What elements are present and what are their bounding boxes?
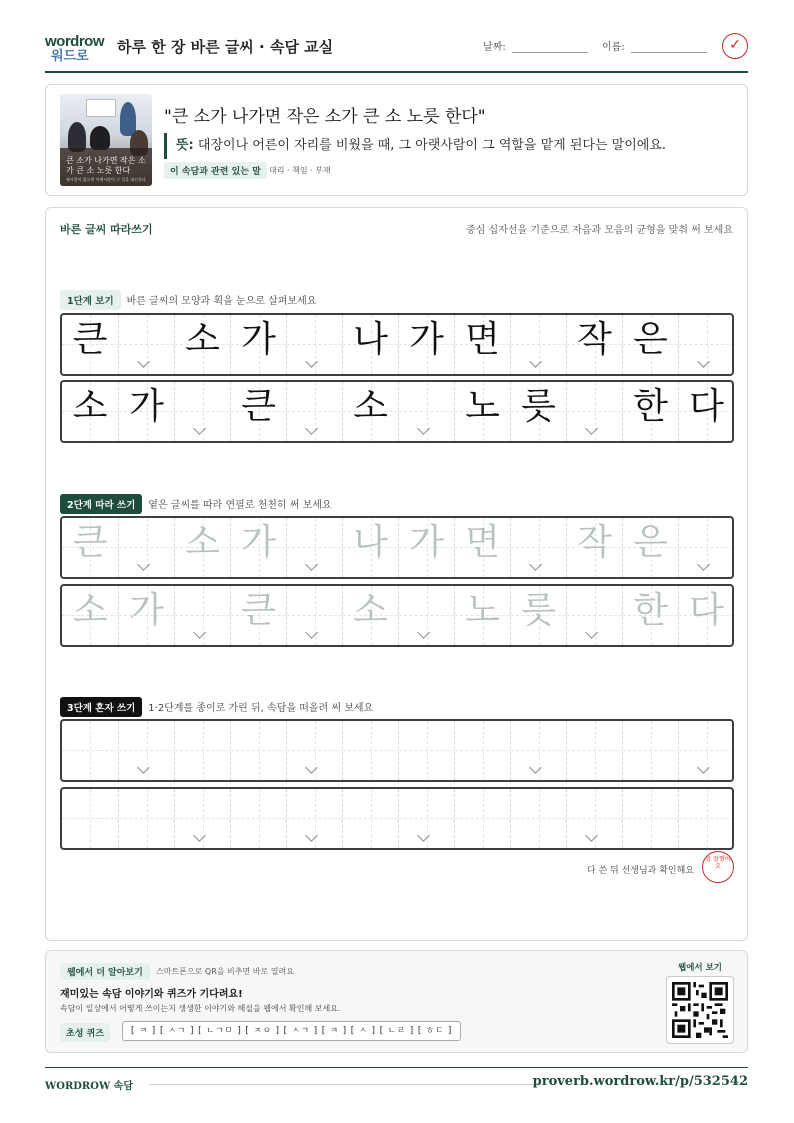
grid-cell[interactable] <box>398 789 454 848</box>
grid-cell[interactable] <box>118 518 174 577</box>
logo-bottom-text: 워드로 <box>51 49 89 64</box>
grid-cell[interactable] <box>622 789 678 848</box>
grid-cell[interactable] <box>398 586 454 645</box>
grid-character: 소 <box>72 590 108 631</box>
grid-cell[interactable] <box>566 721 622 780</box>
grid-character: 가 <box>241 522 276 563</box>
grid-character: 다 <box>689 386 724 427</box>
grid-cell[interactable] <box>566 518 622 577</box>
grid-character: 가 <box>241 319 276 360</box>
grid-character: 한 <box>633 386 668 427</box>
qr-code[interactable] <box>666 976 734 1044</box>
grid-character: 큰 <box>241 590 276 631</box>
grid-cell <box>230 315 286 374</box>
trace-row-2[interactable] <box>60 584 734 647</box>
footer-rule <box>150 1084 538 1085</box>
quiz-label: 초성 퀴즈 <box>60 1023 110 1042</box>
grid-cell <box>286 315 342 374</box>
grid-cell[interactable] <box>398 721 454 780</box>
grid-cell[interactable] <box>174 789 230 848</box>
grid-cell <box>622 382 678 441</box>
step2-tag: 2단계 따라 쓰기 <box>60 494 142 514</box>
grid-cell[interactable] <box>678 586 734 645</box>
grid-cell[interactable] <box>510 518 566 577</box>
check-stamp-icon: ✓ <box>722 33 748 59</box>
proverb-text: "큰 소가 나가면 작은 소가 큰 소 노릇 한다" <box>164 107 486 127</box>
space-mark-icon <box>697 357 709 369</box>
practice-section <box>45 207 748 941</box>
grid-cell[interactable] <box>286 586 342 645</box>
space-mark-icon <box>529 560 541 572</box>
write-row-1[interactable] <box>60 719 734 782</box>
page-header <box>45 28 748 73</box>
image-small-text: 윗사람이 없으면 아랫사람이 그 일을 대신한다 <box>66 177 146 182</box>
step3-tag: 3단계 혼자 쓰기 <box>60 697 142 717</box>
grid-cell[interactable] <box>286 789 342 848</box>
grid-cell[interactable] <box>510 721 566 780</box>
grid-cell <box>342 315 398 374</box>
meaning-text: 대장이나 어른이 자리를 비웠을 때, 그 아랫사람이 그 역할을 맡게 된다는 말이에요. <box>197 138 667 153</box>
person-figure <box>90 126 110 150</box>
stamp-text: 참 잘했어요 <box>705 856 731 870</box>
qr-label: 웹에서 보기 <box>678 963 723 973</box>
grid-cell[interactable] <box>510 789 566 848</box>
grid-cell <box>678 315 734 374</box>
space-mark-icon <box>193 831 205 843</box>
grid-cell <box>118 315 174 374</box>
grid-cell <box>62 382 118 441</box>
image-caption: 큰 소가 나가면 작은 소가 큰 소 노릇 한다 <box>66 156 146 175</box>
grid-cell[interactable] <box>566 586 622 645</box>
grid-character: 작 <box>577 319 612 360</box>
wordrow-logo <box>45 34 109 64</box>
grid-cell <box>174 315 230 374</box>
grid-character: 큰 <box>72 522 108 563</box>
grid-cell <box>286 382 342 441</box>
page-title: 하루 한 장 바른 글씨 · 속담 교실 <box>117 38 334 56</box>
grid-cell[interactable] <box>118 721 174 780</box>
grid-character: 소 <box>185 319 220 360</box>
grid-cell[interactable] <box>230 518 286 577</box>
space-mark-icon <box>137 357 149 369</box>
web-description: 속담이 일상에서 어떻게 쓰이는지 생생한 이야기와 해설을 웹에서 확인해 보세요. <box>60 1004 341 1013</box>
grid-cell[interactable] <box>286 721 342 780</box>
space-mark-icon <box>305 424 317 436</box>
write-row-2[interactable] <box>60 787 734 850</box>
space-mark-icon <box>417 831 429 843</box>
view-row-2 <box>60 380 734 443</box>
grid-cell[interactable] <box>174 721 230 780</box>
grid-cell <box>622 315 678 374</box>
grid-cell[interactable] <box>454 586 510 645</box>
logo-top-text: wordrow <box>45 33 104 50</box>
grid-cell[interactable] <box>454 721 510 780</box>
grid-cell[interactable] <box>230 586 286 645</box>
grid-cell <box>342 382 398 441</box>
web-headline: 재미있는 속담 이야기와 퀴즈가 기다려요! <box>60 989 243 1000</box>
grid-character: 나 <box>353 522 388 563</box>
space-mark-icon <box>585 831 597 843</box>
grid-cell <box>454 315 510 374</box>
web-more-tag: 웹에서 더 알아보기 <box>60 963 150 980</box>
grid-cell[interactable] <box>174 518 230 577</box>
grid-cell <box>174 382 230 441</box>
grid-cell[interactable] <box>454 789 510 848</box>
grid-cell <box>678 382 734 441</box>
grid-character: 은 <box>633 319 668 360</box>
footer-divider <box>45 1067 748 1068</box>
grid-character: 소 <box>353 386 388 427</box>
step3-text: 1·2단계를 종이로 가린 뒤, 속담을 떠올려 써 보세요 <box>148 703 374 714</box>
related-words: 대리 · 책임 · 부재 <box>269 166 331 175</box>
grid-cell[interactable] <box>62 518 118 577</box>
date-field[interactable] <box>512 52 588 53</box>
grid-cell[interactable] <box>342 518 398 577</box>
name-label: 이름: <box>602 42 625 53</box>
space-mark-icon <box>137 763 149 775</box>
grid-character: 작 <box>577 522 612 563</box>
step1-text: 바른 글씨의 모양과 획을 눈으로 살펴보세요 <box>126 296 317 307</box>
grid-character: 소 <box>185 522 220 563</box>
grid-cell[interactable] <box>566 789 622 848</box>
step1-tag: 1단계 보기 <box>60 290 121 310</box>
grid-character: 가 <box>129 590 164 631</box>
grid-cell[interactable] <box>62 586 118 645</box>
footer-brand: WORDROW 속담 <box>45 1081 133 1092</box>
space-mark-icon <box>305 831 317 843</box>
name-field[interactable] <box>631 52 707 53</box>
step1-heading <box>60 290 316 310</box>
space-mark-icon <box>417 628 429 640</box>
proverb-card <box>45 84 748 196</box>
grid-cell[interactable] <box>62 789 118 848</box>
proverb-illustration <box>60 94 152 186</box>
grid-cell[interactable] <box>118 789 174 848</box>
grid-cell[interactable] <box>174 586 230 645</box>
grid-cell[interactable] <box>230 721 286 780</box>
grid-character: 가 <box>129 386 164 427</box>
grid-cell[interactable] <box>62 721 118 780</box>
meaning-label: 뜻: <box>176 138 194 153</box>
step2-text: 옅은 글씨를 따라 연필로 천천히 써 보세요 <box>148 500 332 511</box>
practice-hint: 중심 십자선을 기준으로 자음과 모음의 균형을 맞춰 써 보세요 <box>466 225 733 236</box>
footer-url[interactable]: proverb.wordrow.kr/p/532542 <box>532 1074 748 1089</box>
grid-cell[interactable] <box>454 518 510 577</box>
grid-cell[interactable] <box>678 518 734 577</box>
space-mark-icon <box>305 628 317 640</box>
grid-character: 면 <box>465 522 500 563</box>
space-mark-icon <box>529 763 541 775</box>
space-mark-icon <box>193 628 205 640</box>
good-job-stamp-icon <box>702 851 734 883</box>
grid-character: 소 <box>353 590 388 631</box>
grid-character: 다 <box>689 590 724 631</box>
grid-cell <box>230 382 286 441</box>
grid-cell[interactable] <box>622 518 678 577</box>
grid-character: 은 <box>633 522 668 563</box>
trace-row-1[interactable] <box>60 516 734 579</box>
grid-cell[interactable] <box>622 586 678 645</box>
grid-cell <box>118 382 174 441</box>
step2-heading <box>60 494 332 514</box>
qr-code-icon <box>672 982 728 1038</box>
grid-cell <box>62 315 118 374</box>
web-more-box <box>45 950 748 1053</box>
space-mark-icon <box>697 560 709 572</box>
grid-character: 면 <box>465 319 500 360</box>
grid-character: 릇 <box>521 590 556 631</box>
practice-title: 바른 글씨 따라쓰기 <box>60 223 153 236</box>
grid-cell[interactable] <box>398 518 454 577</box>
grid-character: 소 <box>72 386 108 427</box>
space-mark-icon <box>193 424 205 436</box>
grid-cell[interactable] <box>678 789 734 848</box>
grid-cell <box>398 382 454 441</box>
grid-character: 릇 <box>521 386 556 427</box>
grid-character: 가 <box>409 522 444 563</box>
presentation-board <box>86 99 116 117</box>
view-row-1 <box>60 313 734 376</box>
grid-cell[interactable] <box>118 586 174 645</box>
qr-hint: 스마트폰으로 QR을 비추면 바로 열려요 <box>156 967 294 976</box>
grid-character: 노 <box>465 590 500 631</box>
date-label: 날짜: <box>483 42 506 53</box>
space-mark-icon <box>305 560 317 572</box>
grid-cell[interactable] <box>230 789 286 848</box>
space-mark-icon <box>137 560 149 572</box>
grid-cell <box>566 315 622 374</box>
grid-cell <box>454 382 510 441</box>
check-text: 다 쓴 뒤 선생님과 확인해요 <box>586 866 694 876</box>
grid-cell[interactable] <box>622 721 678 780</box>
grid-character: 나 <box>353 319 388 360</box>
grid-cell[interactable] <box>342 721 398 780</box>
space-mark-icon <box>417 424 429 436</box>
space-mark-icon <box>529 357 541 369</box>
space-mark-icon <box>697 763 709 775</box>
grid-character: 큰 <box>241 386 276 427</box>
space-mark-icon <box>305 357 317 369</box>
grid-character: 가 <box>409 319 444 360</box>
grid-cell <box>510 382 566 441</box>
chosung-quiz: [ ㅋ ] [ ㅅㄱ ] [ ㄴㄱㅁ ] [ ㅈㅇ ] [ ㅅㄱ ] [ ㅋ ] [ ㅅ ] [ ㄴㄹ ] [ ㅎㄷ ] <box>122 1021 461 1041</box>
grid-cell <box>398 315 454 374</box>
grid-cell[interactable] <box>678 721 734 780</box>
grid-cell[interactable] <box>286 518 342 577</box>
space-mark-icon <box>305 763 317 775</box>
proverb-meaning <box>164 133 666 159</box>
space-mark-icon <box>585 424 597 436</box>
grid-character: 큰 <box>72 319 108 360</box>
grid-cell <box>566 382 622 441</box>
space-mark-icon <box>585 628 597 640</box>
grid-cell[interactable] <box>342 789 398 848</box>
step3-heading <box>60 697 373 717</box>
grid-character: 한 <box>633 590 668 631</box>
grid-cell <box>510 315 566 374</box>
grid-cell[interactable] <box>510 586 566 645</box>
grid-character: 노 <box>465 386 500 427</box>
related-label: 이 속담과 관련 있는 말 <box>164 162 267 179</box>
grid-cell[interactable] <box>342 586 398 645</box>
